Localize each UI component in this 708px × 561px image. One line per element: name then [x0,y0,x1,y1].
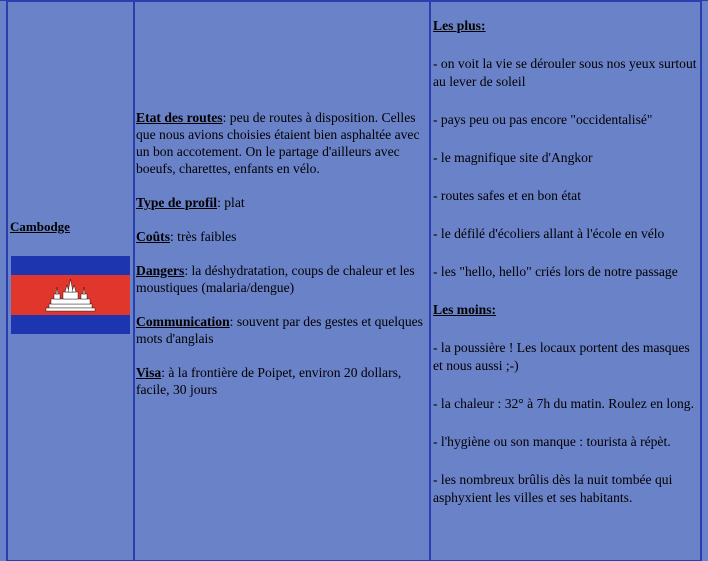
pros-heading: Les plus: [433,18,486,33]
cons-heading: Les moins: [433,302,497,317]
info-text: souvent par des gestes et quelques mots d'anglais [136,314,423,346]
info-roads: Etat des routes: peu de routes à disposition. Celles que nous avions choisies étaient bien asphaltée avec un bon accotement. On le partage d'ailleurs avec boeufs, charettes, enfants en vélo. [136,110,420,176]
info-text: la déshydratation, coups de chaleur et les moustiques (malaria/dengue) [136,263,415,295]
pros-cons-list [433,17,699,527]
list-item: - pays peu ou pas encore "occidentalisé" [433,112,653,127]
info-text: à la frontière de Poipet, environ 20 dollars, facile, 30 jours [136,365,402,397]
info-label: Etat des routes [136,110,223,125]
info-visa: Visa: à la frontière de Poipet, environ 20 dollars, facile, 30 jours [136,365,402,397]
list-item: - la poussière ! Les locaux portent des masques et nous aussi ;-) [433,340,690,373]
info-label: Communication [136,314,230,329]
info-label: Coûts [136,229,170,244]
info-text: plat [220,195,245,210]
info-dangers: Dangers: la déshydratation, coups de chaleur et les moustiques (malaria/dengue) [136,263,415,295]
table-border-left [0,0,7,561]
list-item: - le magnifique site d'Angkor [433,150,593,165]
list-item: - la chaleur : 32° à 7h du matin. Roulez en long. [433,396,695,411]
list-item: - le défilé d'écoliers allant à l'école en vélo [433,226,665,241]
table-border-right [701,0,708,561]
info-label: Dangers [136,263,185,278]
info-label: Type de profil [136,195,218,210]
info-text: peu de routes à disposition. Celles que nous avions choisies étaient bien asphaltée avec un bon accotement. On le partage d'ailleurs avec boeufs, charettes, enfants en vélo. [136,110,420,176]
country-name: Cambodge [10,219,70,234]
list-item: - les nombreux brûlis dès la nuit tombée qui asphyxient les villes et ses habitants. [433,472,673,505]
info-text: très faibles [173,229,237,244]
list-item: - l'hygiène ou son manque : tourista à répèt. [433,434,671,449]
info-label: Visa [136,365,162,380]
list-item: - on voit la vie se dérouler sous nos yeux surtout au lever de soleil [433,56,697,89]
practical-info [136,109,426,415]
info-profile: Type de profil: plat [136,195,245,210]
info-communication: Communication: souvent par des gestes et quelques mots d'anglais [136,314,423,346]
info-costs: Coûts: très faibles [136,229,237,244]
list-item: - les "hello, hello" criés lors de notre passage [433,264,678,279]
cambodia-flag-icon [11,256,130,334]
list-item: - routes safes et en bon état [433,188,581,203]
